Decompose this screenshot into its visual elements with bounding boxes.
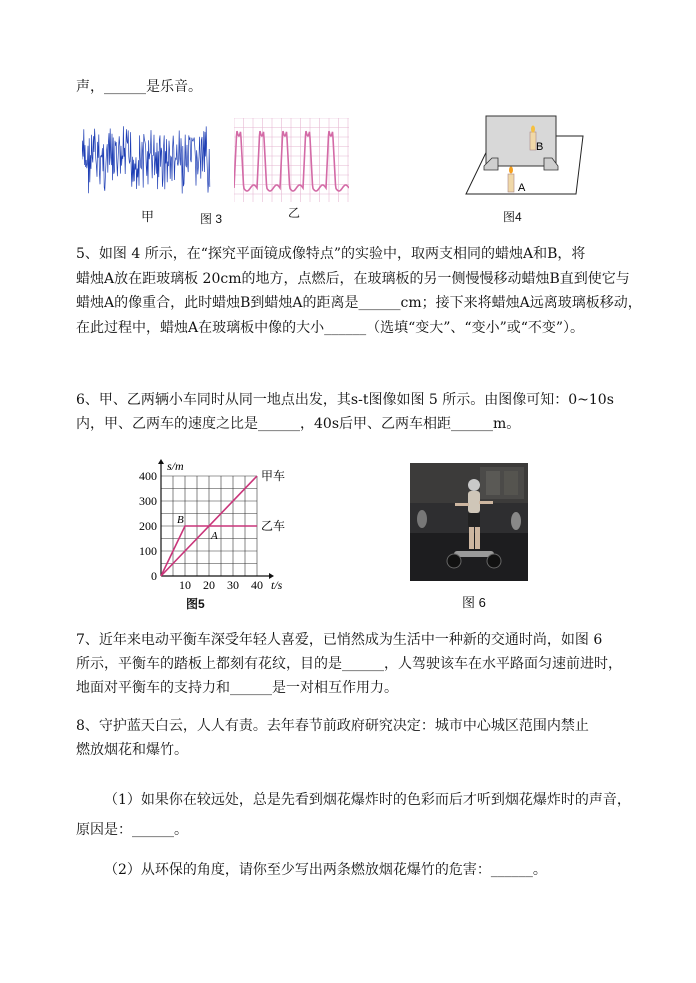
x-tick-label: 30 (227, 578, 239, 590)
fig4-label-a: A (518, 182, 526, 194)
q8-sub-1: （1）如果你在较远处，总是先看到烟花爆炸时的色彩而后才听到烟花爆炸时的声音， (104, 792, 631, 808)
fig4-label-b: B (536, 141, 544, 153)
point-label-b: B (177, 514, 184, 526)
fig3-label-jia: 甲 (141, 209, 155, 224)
x-tick-label: 10 (179, 578, 191, 590)
y-tick-label: 200 (139, 519, 157, 533)
fig6-caption: 图 6 (462, 595, 486, 610)
st-chart (128, 455, 298, 590)
fig3-caption: 图 3 (200, 212, 223, 226)
q8-sub-1-answer: 原因是：______。 (76, 822, 188, 838)
q6-line-2: 内，甲、乙两车的速度之比是______，40s后甲、乙两车相距______m。 (76, 416, 521, 432)
series-label-yi: 乙车 (261, 519, 286, 533)
q6-line-1: 6、甲、乙两辆小车同时从同一地点出发，其s-t图像如图 5 所示。由图像可知：0~10s (76, 392, 614, 408)
candle-a (508, 174, 514, 192)
fig5-caption: 图5 (186, 597, 205, 611)
plane-mirror-diagram (456, 114, 586, 198)
q5-line-2: 蜡烛A放在距玻璃板 20cm的地方，点燃后，在玻璃板的另一侧慢慢移动蜡烛B直到使它与 (76, 271, 630, 287)
point-label-a: A (211, 530, 218, 542)
x-tick-label: 40 (251, 578, 263, 590)
y-axis-label: s/m (167, 459, 184, 473)
q8-line-2: 燃放烟花和爆竹。 (76, 742, 188, 758)
q7-line-3: 地面对平衡车的支持力和______是一对相互作用力。 (76, 680, 398, 696)
series-label-jia: 甲车 (261, 469, 286, 483)
q5-line-1: 5、如图 4 所示，在“探究平面镜成像特点”的实验中，取两支相同的蜡烛A和B，将 (76, 246, 586, 262)
y-tick-label: 0 (151, 569, 157, 583)
q8-line-1: 8、守护蓝天白云，人人有责。去年春节前政府研究决定：城市中心城区范围内禁止 (76, 718, 589, 734)
music-waveform (234, 118, 349, 202)
x-axis-label: t/s (271, 578, 283, 590)
q8-sub-2: （2）从环保的角度，请你至少写出两条燃放烟花爆竹的危害：______。 (104, 862, 547, 878)
fig4-caption: 图4 (503, 210, 522, 224)
noise-waveform (82, 118, 214, 208)
q5-line-3: 蜡烛A的像重合，此时蜡烛B到蜡烛A的距离是______cm；接下来将蜡烛A远离玻璃板移动， (76, 295, 642, 311)
balance-scooter-photo (410, 463, 528, 581)
text-line: 声，______是乐音。 (76, 79, 202, 95)
y-axis-arrow (158, 459, 164, 464)
q5-line-4: 在此过程中，蜡烛A在玻璃板中像的大小______（选填“变大”、“变小”或“不变”）。 (76, 320, 585, 336)
q7-line-1: 7、近年来电动平衡车深受年轻人喜爱，已悄然成为生活中一种新的交通时尚，如图 6 (76, 632, 603, 648)
y-tick-label: 100 (139, 544, 157, 558)
y-tick-label: 300 (139, 494, 157, 508)
x-tick-label: 20 (203, 578, 215, 590)
q7-line-2: 所示，平衡车的踏板上都刻有花纹，目的是______，人驾驶该车在水平路面匀速前进时， (76, 656, 622, 672)
y-tick-label: 400 (139, 469, 157, 483)
fig3-label-yi: 乙 (288, 206, 301, 220)
